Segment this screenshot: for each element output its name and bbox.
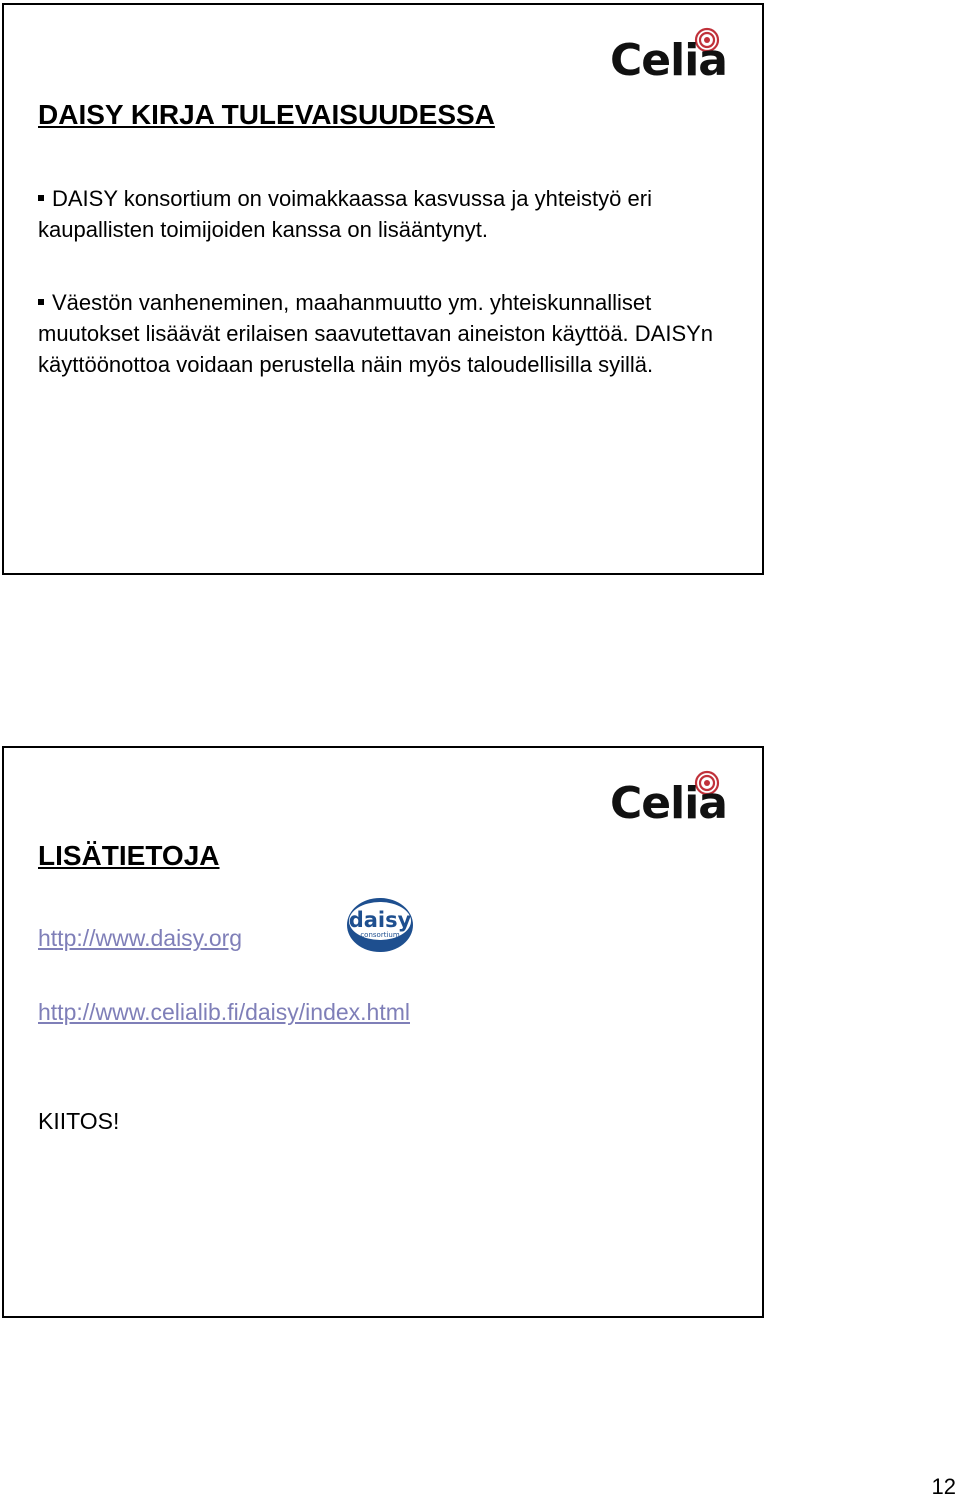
celia-logo-text: Celia bbox=[610, 35, 727, 86]
celia-logo bbox=[610, 770, 728, 829]
slide-daisy-future bbox=[2, 3, 764, 575]
square-bullet-icon bbox=[38, 195, 44, 201]
bullet-item bbox=[38, 183, 738, 245]
daisy-logo-word: daisy bbox=[348, 908, 412, 932]
bullet-item bbox=[38, 287, 738, 380]
slide-title: DAISY KIRJA TULEVAISUUDESSA bbox=[38, 99, 495, 130]
square-bullet-icon bbox=[38, 299, 44, 305]
daisy-consortium-logo bbox=[344, 894, 416, 956]
slide-title: LISÄTIETOJA bbox=[38, 840, 220, 871]
page-number: 12 bbox=[931, 1474, 956, 1499]
daisy-org-link[interactable]: http://www.daisy.org bbox=[38, 925, 243, 951]
celia-logo-text: Celia bbox=[610, 778, 727, 829]
slide-more-info bbox=[2, 746, 764, 1318]
daisy-logo-sub: consortium bbox=[360, 931, 400, 939]
bullet-text: DAISY konsortium on voimakkaassa kasvussa ja yhteistyö eri kaupallisten toimijoiden kanssa on lisääntynyt. bbox=[38, 186, 652, 242]
closing-text: KIITOS! bbox=[38, 1108, 120, 1134]
celialib-link[interactable]: http://www.celialib.fi/daisy/index.html bbox=[38, 999, 410, 1025]
bullet-text: Väestön vanheneminen, maahanmuutto ym. yhteiskunnalliset muutokset lisäävät erilaisen saavutettavan aineiston käyttöä. DAISYn käyttöönottoa voidaan perustella näin myös taloudellisilla syillä. bbox=[38, 290, 714, 377]
celia-logo bbox=[610, 27, 728, 86]
bullet-list bbox=[38, 183, 738, 422]
